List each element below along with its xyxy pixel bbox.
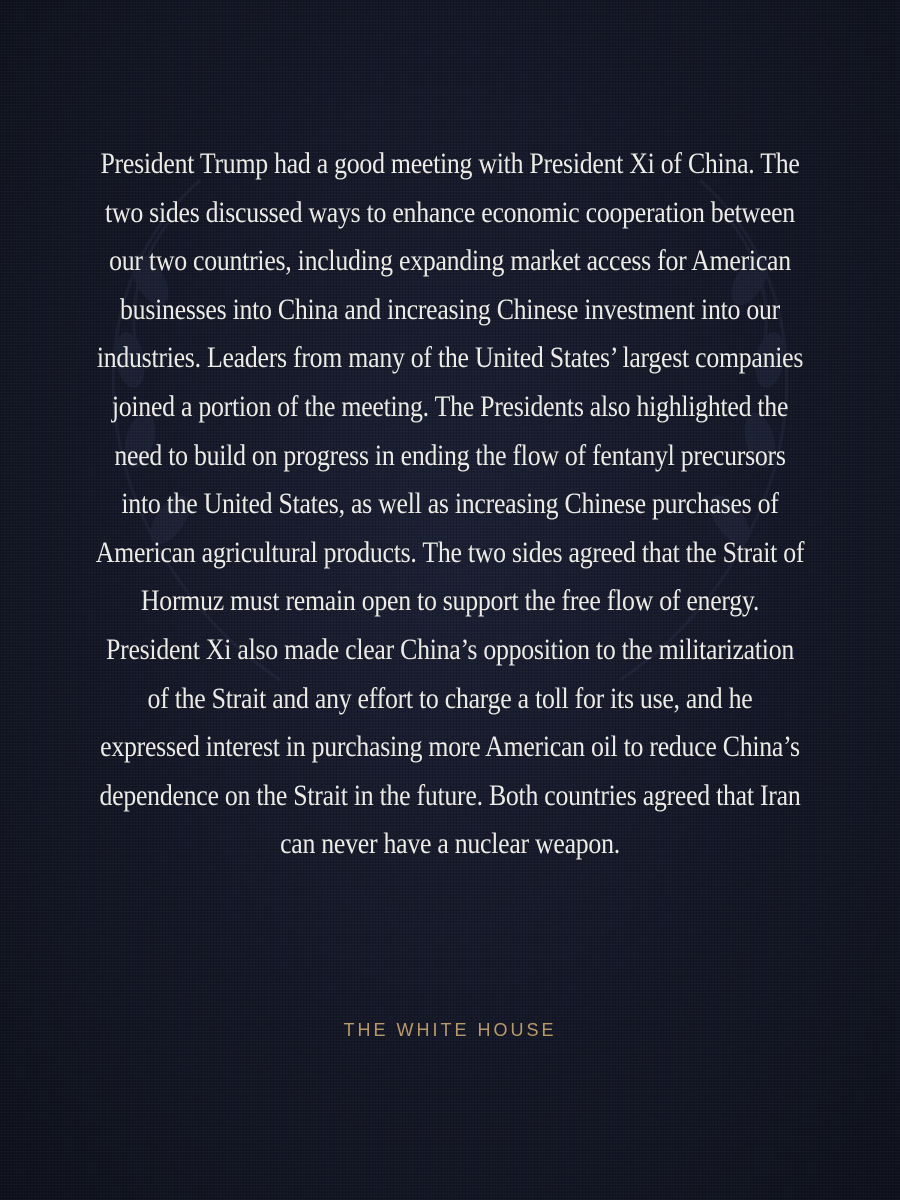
signature-the-white-house: THE WHITE HOUSE: [343, 1020, 557, 1040]
statement-container: [0, 140, 900, 869]
statement-text: President Trump had a good meeting with President Xi of China. The two sides discussed ways to enhance economic cooperation between our two countries, including expanding market access for American businesses into China and increasing Chinese investment into our industries. Leaders from many of the United States’ largest companies joined a portion of the meeting. The Presidents also highlighted the need to build on progress in ending the flow of fentanyl precursors into the United States, as well as increasing Chinese purchases of American agricultural products. The two sides agreed that the Strait of Hormuz must remain open to support the free flow of energy. President Xi also made clear China’s opposition to the militarization of the Strait and any effort to charge a toll for its use, and he expressed interest in purchasing more American oil to reduce China’s dependence on the Strait in the future. Both countries agreed that Iran can never have a nuclear weapon.: [95, 147, 805, 861]
